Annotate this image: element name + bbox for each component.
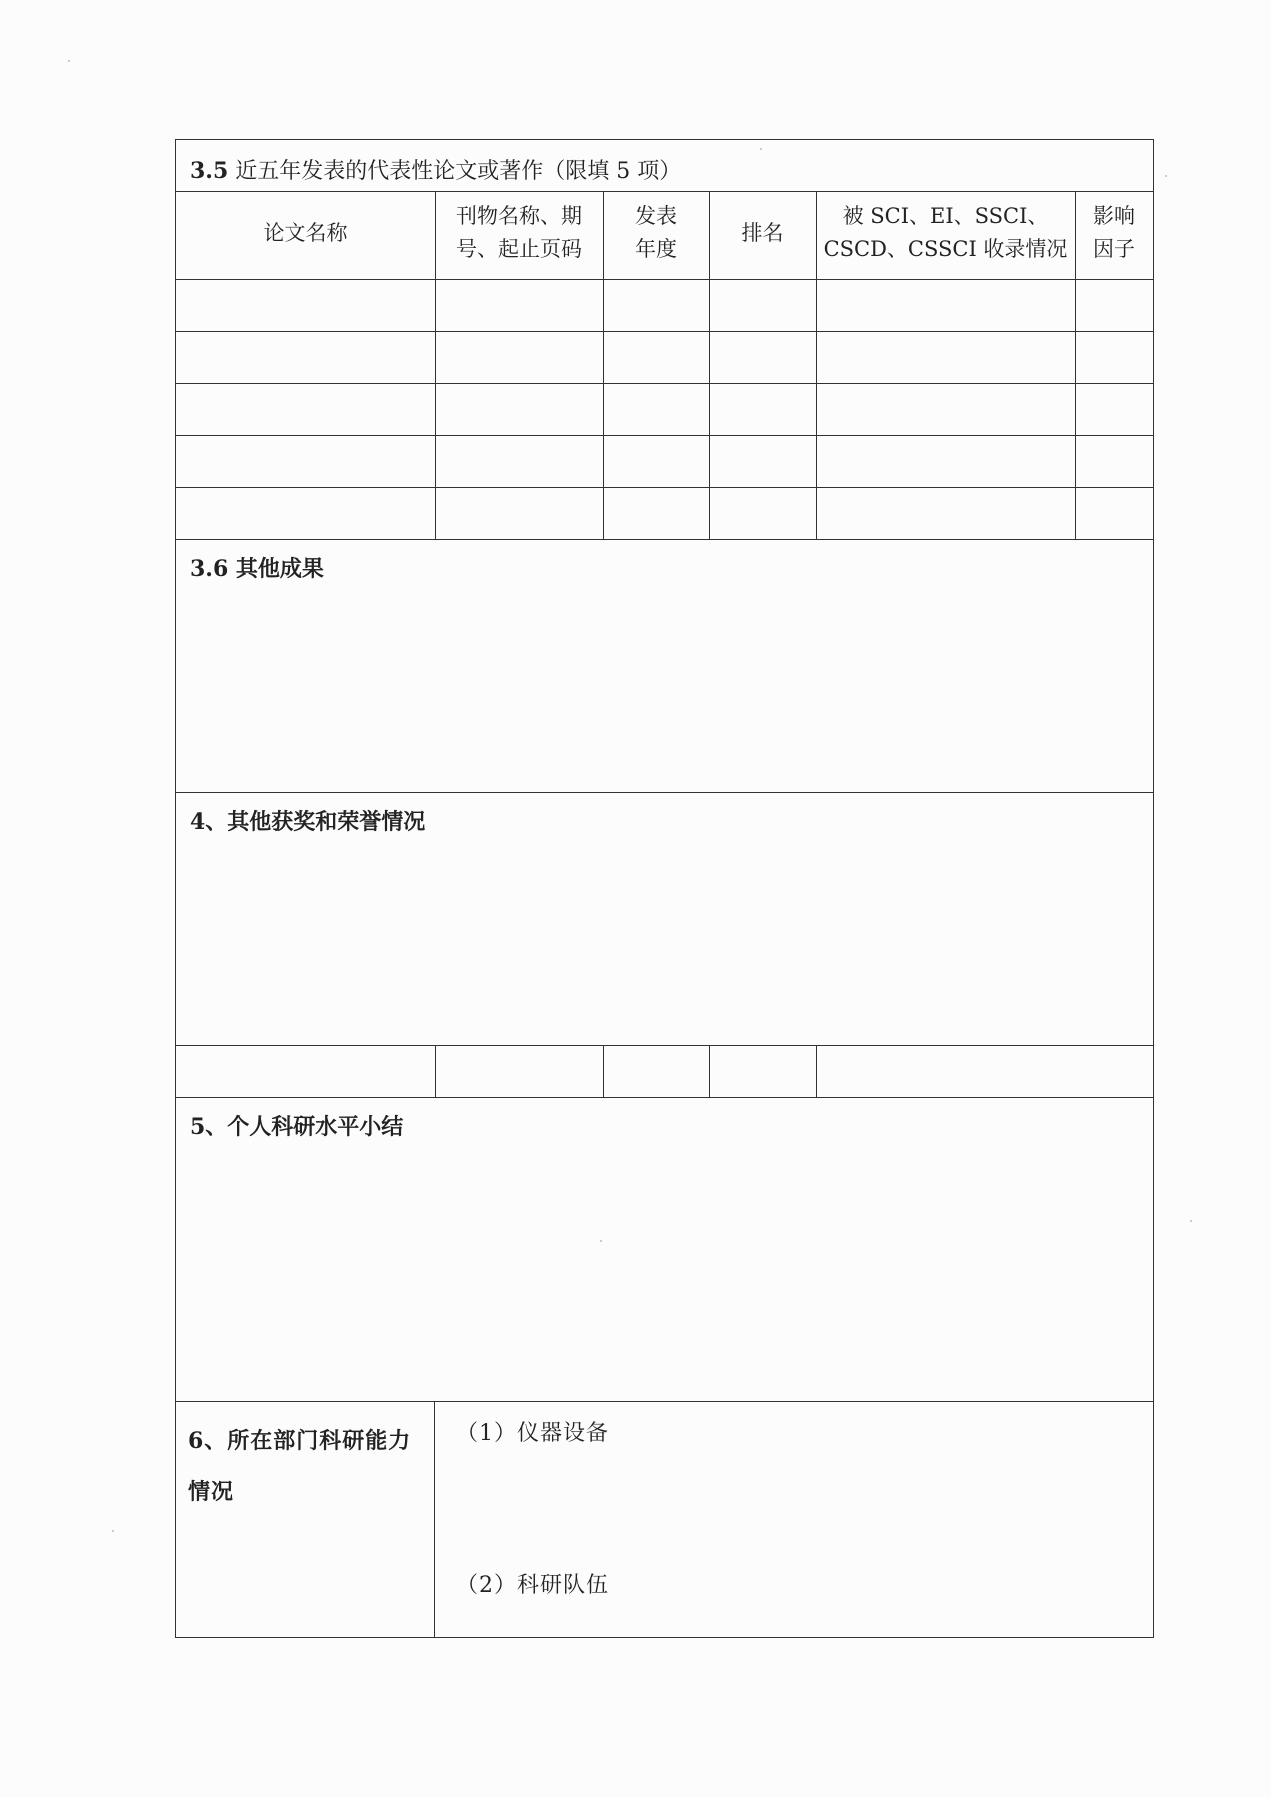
section-4-content-area[interactable] [176,838,1153,1045]
scan-speck [600,1240,602,1242]
section-6-item-equipment: （1）仪器设备 [456,1421,609,1446]
col-header-indexing-line1: 被 SCI、EI、SSCI、 [842,204,1049,228]
table-row[interactable] [176,331,1153,383]
section-3-5-title-text: 近五年发表的代表性论文或著作（限填 5 项） [235,159,682,184]
col-header-journal [435,200,603,266]
col-header-paper-name: 论文名称 [263,221,348,245]
scan-speck [1165,175,1167,177]
col-header-year [603,200,709,266]
table-row[interactable] [176,1045,1153,1097]
section-3-5-number: 3.5 [190,158,229,184]
section-6-team-area[interactable] [435,1600,1153,1636]
section-6-label [188,1416,411,1518]
section-6-equipment-area[interactable] [435,1450,1153,1550]
col-header-impact-factor-line2: 因子 [1093,237,1135,261]
application-form-table [175,139,1154,1638]
col-header-rank: 排名 [741,221,784,245]
col-header-journal-line1: 刊物名称、期 [456,204,582,228]
col-header-year-line1: 发表 [635,204,677,228]
scan-speck [112,1530,114,1532]
col-header-year-line2: 年度 [635,237,677,261]
col-header-impact-factor-line1: 影响 [1093,204,1135,228]
col-header-impact-factor [1075,200,1153,266]
section-3-6-content-area[interactable] [176,585,1153,792]
col-header-journal-line2: 号、起止页码 [456,237,582,261]
scan-speck [1190,1220,1192,1222]
table-row[interactable] [176,279,1153,331]
col-header-indexing [816,200,1075,266]
table-row[interactable] [176,435,1153,487]
section-5-content-area[interactable] [176,1143,1153,1401]
section-3-6-title: 3.6 其他成果 [190,556,324,582]
table-row[interactable] [176,383,1153,435]
section-6-label-line2: 情况 [188,1479,235,1505]
section-6-item-team: （2）科研队伍 [456,1573,609,1598]
table-row[interactable] [176,487,1153,539]
scan-speck [760,148,762,150]
section-3-5-title [190,154,681,185]
scan-speck [68,60,70,62]
section-5-title: 5、个人科研水平小结 [190,1114,404,1140]
col-header-indexing-line2: CSCD、CSSCI 收录情况 [823,237,1068,261]
section-4-title: 4、其他获奖和荣誉情况 [190,809,426,835]
section-6-label-line1: 6、所在部门科研能力 [188,1428,412,1454]
